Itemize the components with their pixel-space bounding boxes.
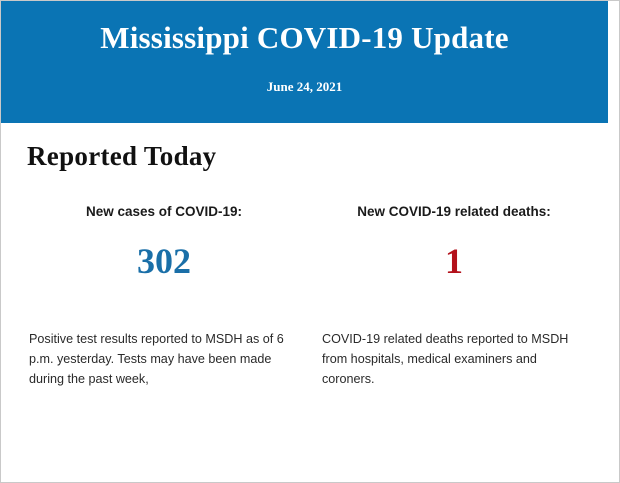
note-new-cases: Positive test results reported to MSDH as of 6 p.m. yesterday. Tests may have been made during the past week, (29, 332, 284, 386)
header-banner (1, 1, 608, 123)
stat-value: 1 (445, 241, 463, 281)
section-heading: Reported Today (27, 141, 217, 171)
notes-row (1, 329, 619, 389)
stat-value: 302 (137, 241, 191, 281)
stat-label: New cases of COVID-19: (85, 204, 243, 219)
stats-row (1, 204, 619, 281)
page-title: Mississippi COVID-19 Update (100, 20, 509, 55)
note-new-deaths: COVID-19 related deaths reported to MSDH from hospitals, medical examiners and coroners. (322, 332, 569, 386)
stat-label: New COVID-19 related deaths: (357, 204, 551, 219)
stat-new-deaths (309, 204, 599, 281)
report-date: June 24, 2021 (266, 79, 343, 94)
stat-new-cases (19, 204, 309, 281)
